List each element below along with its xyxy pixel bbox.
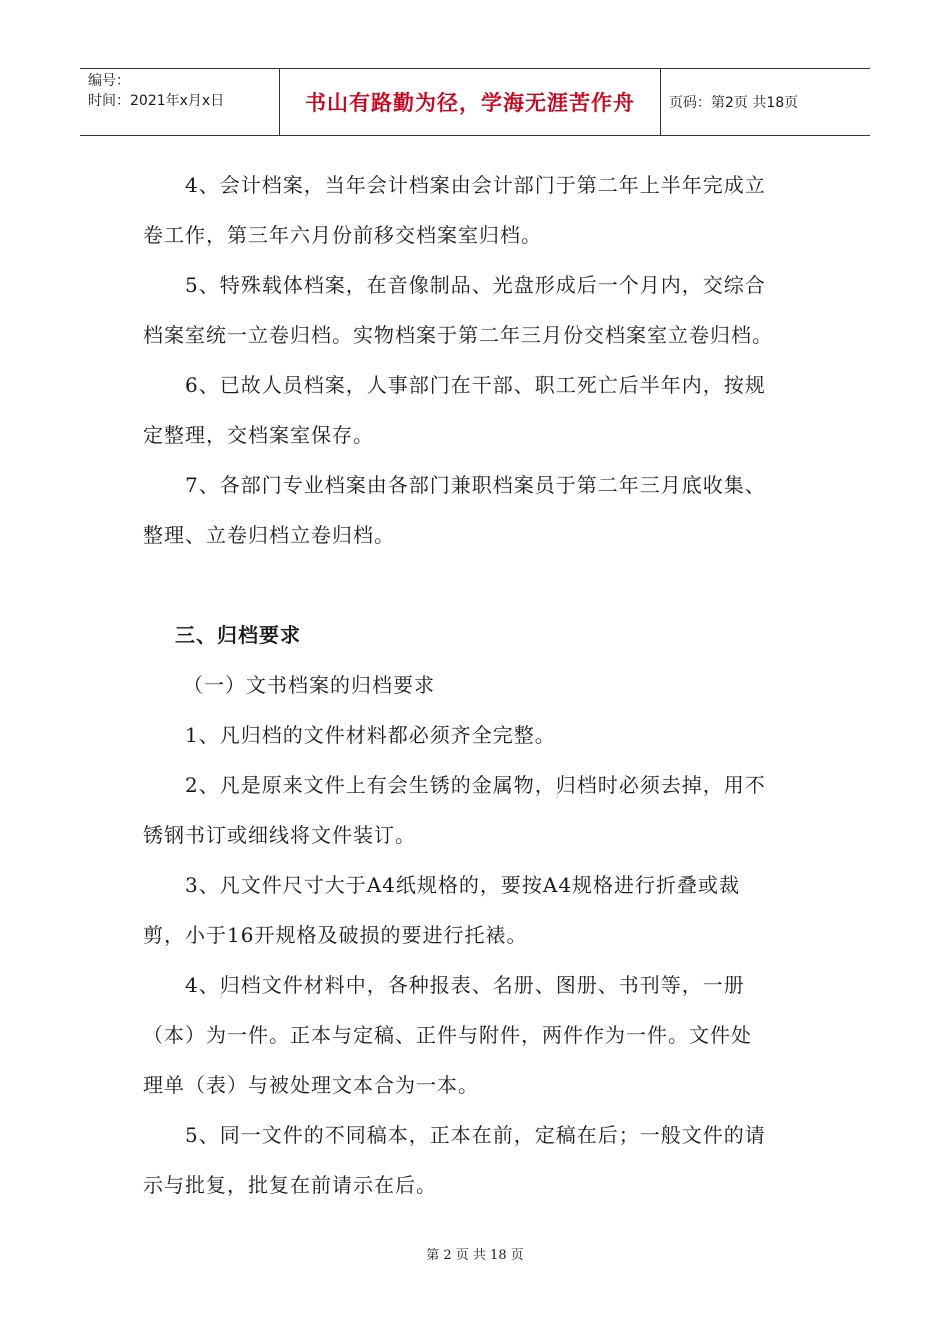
paragraph-line: 6、已故人员档案，人事部门在干部、职工死亡后半年内，按规 bbox=[185, 373, 766, 397]
paragraph-line: （本）为一件。正本与定稿、正件与附件，两件作为一件。文件处 bbox=[143, 1023, 752, 1047]
paragraph-line: 5、特殊载体档案，在音像制品、光盘形成后一个月内，交综合 bbox=[185, 273, 766, 297]
paragraph-line: 5、同一文件的不同稿本，正本在前，定稿在后；一般文件的请 bbox=[185, 1123, 766, 1147]
paragraph-line: 定整理，交档案室保存。 bbox=[143, 423, 374, 447]
paragraph-line: 锈钢书订或细线将文件装订。 bbox=[143, 823, 416, 847]
header-page-number: 页码：第2页 共18页 bbox=[669, 95, 799, 111]
document-number-label: 编号： bbox=[88, 73, 130, 89]
paragraph-line: 4、会计档案，当年会计档案由会计部门于第二年上半年完成立 bbox=[185, 173, 766, 197]
paragraph-line: 1、凡归档的文件材料都必须齐全完整。 bbox=[185, 723, 556, 747]
subsection-title: （一）文书档案的归档要求 bbox=[183, 673, 435, 697]
document-body bbox=[143, 160, 807, 1210]
paragraph-line: 示与批复，批复在前请示在后。 bbox=[143, 1173, 437, 1197]
paragraph-line: 整理、立卷归档立卷归档。 bbox=[143, 523, 395, 547]
section-title: 三、归档要求 bbox=[175, 623, 301, 647]
paragraph-line: 2、凡是原来文件上有会生锈的金属物，归档时必须去掉，用不 bbox=[185, 773, 766, 797]
paragraph-line: 理单（表）与被处理文本合为一本。 bbox=[143, 1073, 479, 1097]
paragraph-line: 卷工作，第三年六月份前移交档案室归档。 bbox=[143, 223, 542, 247]
paragraph-line: 剪，小于16开规格及破损的要进行托裱。 bbox=[143, 923, 528, 947]
paragraph-group-archiving-times bbox=[143, 160, 807, 560]
header-meta bbox=[80, 69, 280, 135]
paragraph-line: 档案室统一立卷归档。实物档案于第二年三月份交档案室立卷归档。 bbox=[143, 323, 773, 347]
document-date-label: 时间：2021年x月x日 bbox=[88, 93, 225, 109]
paragraph-line: 7、各部门专业档案由各部门兼职档案员于第二年三月底收集、 bbox=[185, 473, 766, 497]
paragraph-line: 3、凡文件尺寸大于A4纸规格的，要按A4规格进行折叠或裁 bbox=[185, 873, 741, 897]
header-motto: 书山有路勤为径，学海无涯苦作舟 bbox=[280, 69, 661, 135]
spacer bbox=[143, 560, 807, 610]
page-header bbox=[80, 68, 870, 136]
paragraph-line: 4、归档文件材料中，各种报表、名册、图册、书刊等，一册 bbox=[185, 973, 745, 997]
paragraph-group-requirements bbox=[143, 710, 807, 1210]
page-footer: 第 2 页 共 18 页 bbox=[426, 1248, 524, 1263]
